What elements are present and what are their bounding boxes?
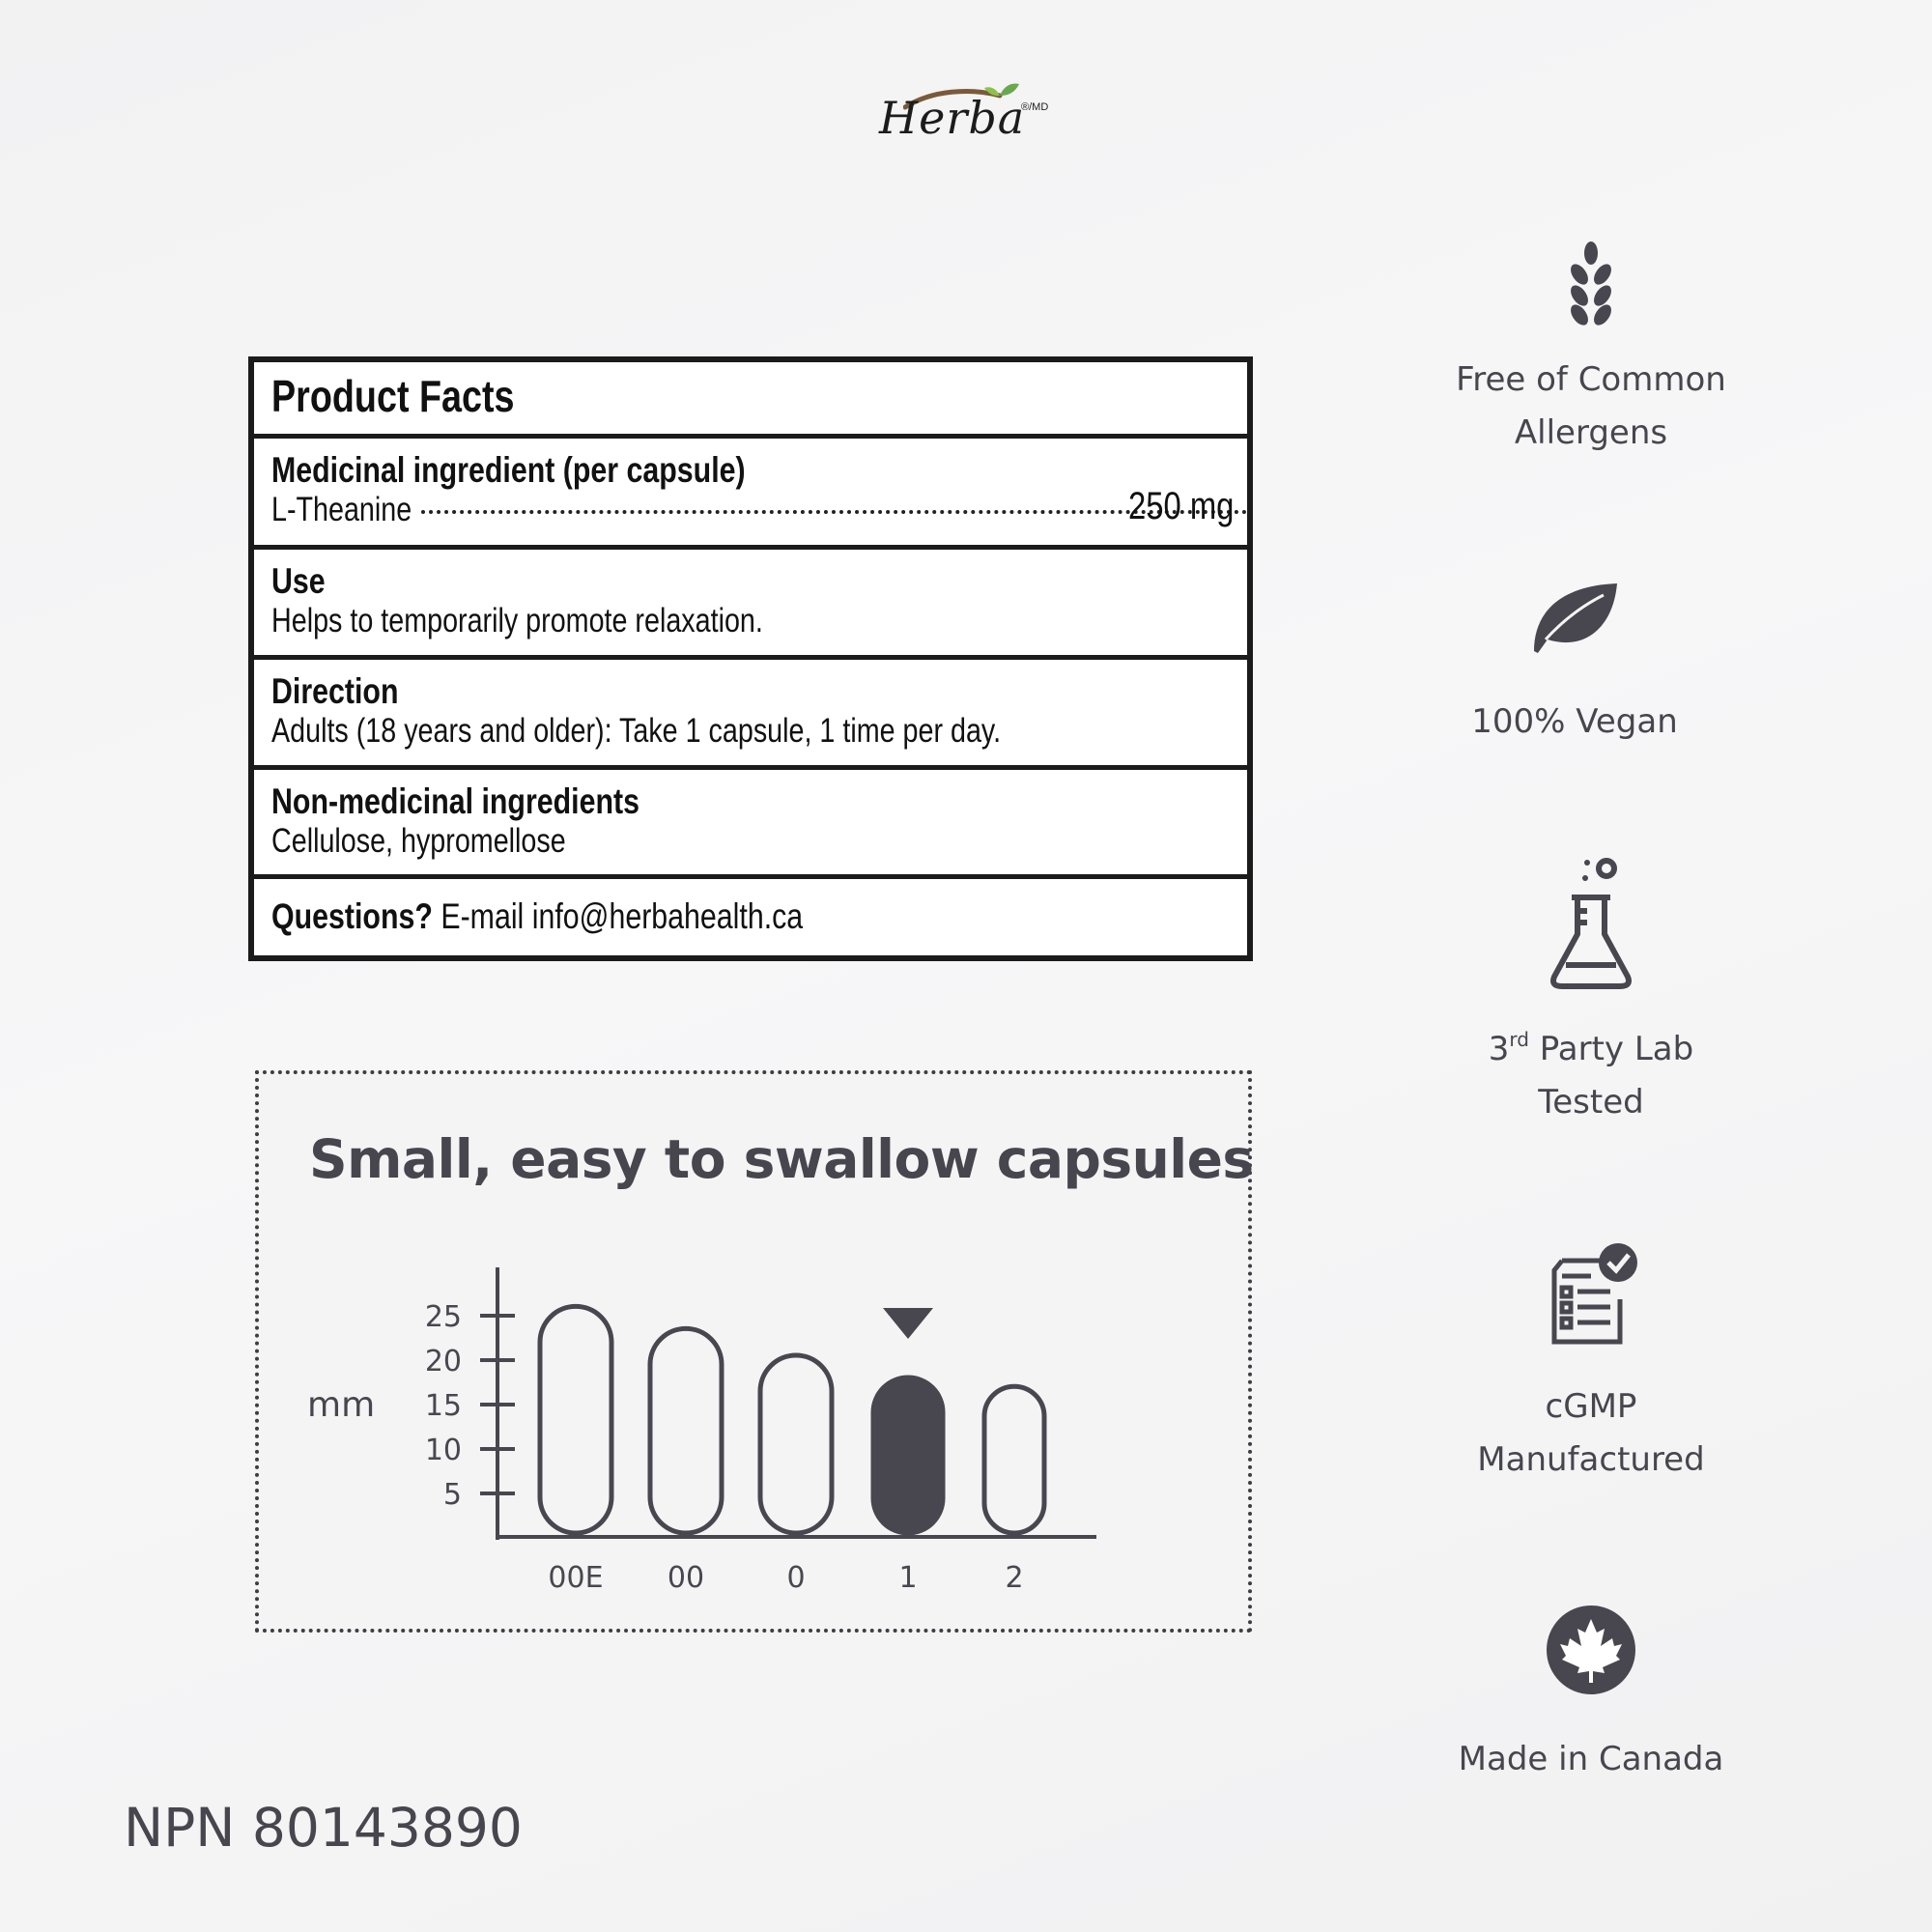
checklist-icon — [1543, 1241, 1639, 1350]
badge-made-in-canada — [1407, 1604, 1775, 1786]
non-medicinal-heading: Non-medicinal ingredients — [271, 781, 639, 821]
direction-text: Adults (18 years and older): Take 1 capsule, 1 time per day. — [271, 712, 1002, 750]
y-tick-label: 25 — [424, 1300, 462, 1334]
wheat-icon — [1562, 242, 1620, 334]
non-medicinal-text: Cellulose, hypromellose — [271, 822, 566, 860]
badge-lab-line1 — [1407, 1013, 1775, 1076]
ingredient-amount: 250 mg — [1127, 485, 1234, 527]
capsule-2 — [984, 1386, 1044, 1533]
maple-leaf-icon — [1545, 1604, 1637, 1696]
capsule-size-panel — [255, 1070, 1252, 1633]
medicinal-ingredient-row — [254, 439, 1247, 550]
questions-label: Questions? — [271, 896, 433, 936]
questions-line — [271, 896, 1071, 937]
capsule-size-label: 00E — [548, 1561, 604, 1595]
npn-number: NPN 80143890 — [124, 1797, 523, 1859]
y-tick-label: 20 — [424, 1345, 462, 1378]
non-medicinal-row — [254, 770, 1247, 879]
questions-row — [254, 879, 1247, 961]
capsule-00 — [650, 1328, 722, 1533]
badge-cgmp-line2: Manufactured — [1477, 1440, 1705, 1479]
direction-heading: Direction — [271, 671, 399, 711]
questions-email[interactable]: E-mail info@herbahealth.ca — [440, 896, 804, 936]
capsule-panel-title: Small, easy to swallow capsules — [309, 1128, 1254, 1190]
facts-title-row — [254, 362, 1247, 439]
y-tick-label: 10 — [424, 1434, 462, 1467]
badge-canada-line1: Made in Canada — [1458, 1740, 1724, 1778]
product-facts-table — [248, 356, 1253, 961]
flask-icon — [1543, 855, 1639, 994]
badge-cgmp-line1: cGMP — [1545, 1387, 1637, 1426]
capsule-1 — [873, 1378, 943, 1533]
capsule-0 — [760, 1355, 832, 1533]
y-tick-label: 15 — [424, 1389, 462, 1423]
badge-allergen-free — [1407, 242, 1775, 460]
brand-logo — [874, 82, 1058, 150]
badge-vegan-line1: 100% Vegan — [1471, 702, 1678, 741]
badge-allergen-line2: Allergens — [1514, 413, 1668, 452]
badge-lab-prefix: 3 — [1488, 1030, 1510, 1068]
badge-cgmp — [1407, 1241, 1775, 1487]
unit-label: mm — [307, 1385, 376, 1425]
y-tick-label: 5 — [442, 1478, 462, 1512]
ingredient-name: L-Theanine — [271, 491, 412, 528]
facts-title: Product Facts — [271, 371, 515, 421]
badge-lab-sup: rd — [1509, 1028, 1529, 1051]
use-text: Helps to temporarily promote relaxation. — [271, 602, 763, 639]
selected-marker-icon — [883, 1308, 933, 1339]
leaf-icon — [1526, 580, 1623, 657]
capsule-size-label: 00 — [667, 1561, 705, 1595]
capsule-00E — [540, 1306, 611, 1533]
capsule-size-label: 1 — [898, 1561, 918, 1595]
use-heading: Use — [271, 561, 326, 601]
direction-row — [254, 660, 1247, 770]
medicinal-heading: Medicinal ingredient (per capsule) — [271, 450, 746, 490]
badge-allergen-line1: Free of Common — [1456, 360, 1726, 399]
badge-vegan — [1391, 580, 1758, 749]
capsule-size-label: 0 — [786, 1561, 806, 1595]
logo-registered-mark: ®/MD — [1021, 101, 1049, 113]
use-row — [254, 550, 1247, 660]
badge-lab-line2: Tested — [1538, 1083, 1644, 1122]
logo-text: Herba — [879, 92, 1026, 144]
badge-lab-rest: Party Lab — [1529, 1030, 1694, 1068]
capsule-size-chart — [259, 1074, 1248, 1629]
badge-lab-tested — [1407, 855, 1775, 1129]
dot-leader — [421, 504, 1247, 514]
ingredient-line — [271, 485, 1247, 531]
capsule-size-label: 2 — [1005, 1561, 1024, 1595]
